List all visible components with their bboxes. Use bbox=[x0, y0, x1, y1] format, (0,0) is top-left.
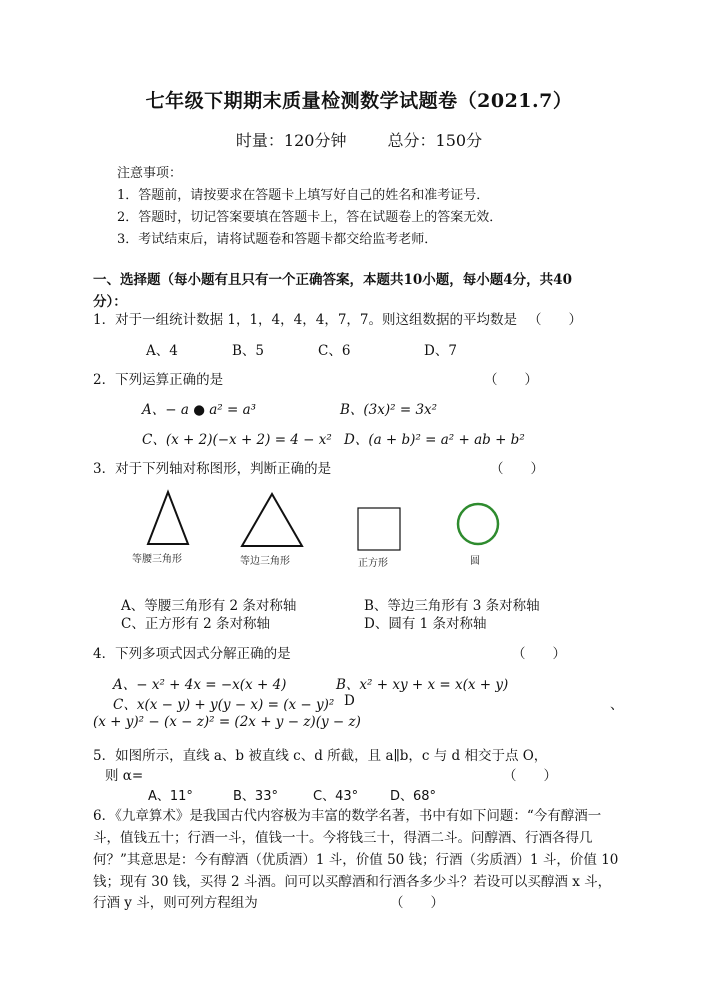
q4-option-d-separator: 、 bbox=[610, 697, 624, 713]
q2-option-b: B、(3x)² = 3x² bbox=[340, 402, 438, 418]
q5-option-a: A、11° bbox=[148, 789, 193, 804]
q5-stem-cont: 则 α= bbox=[105, 768, 144, 784]
q6-line: 斗，值钱五十；行酒一斗，值钱一十。今将钱三十，得酒二斗。问醇酒、行酒各得几 bbox=[93, 830, 593, 846]
q6-line: 6．《九章算术》是我国古代内容极为丰富的数学名著，书中有如下问题：“今有醇酒一 bbox=[93, 808, 602, 824]
q1-stem: 1．对于一组统计数据 1，1，4，4，4，7，7。则这组数据的平均数是 bbox=[93, 312, 518, 328]
notice-item: 3．考试结束后，请将试题卷和答题卡都交给监考老师． bbox=[117, 232, 438, 247]
q3-option-c: C、正方形有 2 条对称轴 bbox=[121, 616, 271, 632]
q4-option-b: B、x² + xy + x = x(x + y) bbox=[336, 677, 509, 693]
time-limit: 时量：120分钟 bbox=[235, 131, 347, 150]
exam-info bbox=[0, 128, 718, 151]
q3-option-a: A、等腰三角形有 2 条对称轴 bbox=[121, 598, 297, 614]
q5-option-d: D、68° bbox=[390, 789, 437, 804]
q6-line: 行酒 y 斗，则可列方程组为 bbox=[93, 895, 258, 911]
notice-item: 2．答题时，切记答案要填在答题卡上，答在试题卷上的答案无效． bbox=[117, 210, 503, 225]
q6-line: 钱；现有 30 钱，买得 2 斗酒。问可以买醇酒和行酒各多少斗？若设可以买醇酒 x 斗， bbox=[93, 874, 612, 890]
isosceles-triangle bbox=[148, 492, 188, 544]
q3-stem: 3．对于下列轴对称图形，判断正确的是 bbox=[93, 461, 332, 477]
square bbox=[358, 508, 400, 550]
section-heading: 一、选择题（每小题有且只有一个正确答案，本题共10小题，每小题4分，共40 bbox=[93, 272, 572, 288]
notice-item: 1．答题前，请按要求在答题卡上填写好自己的姓名和准考证号． bbox=[117, 188, 490, 203]
q5-option-c: C、43° bbox=[313, 789, 359, 804]
section-heading-cont: 分）： bbox=[93, 294, 127, 310]
q5-stem: 5．如图所示，直线 a、b 被直线 c、d 所截，且 a∥b，c 与 d 相交于点 O， bbox=[93, 748, 548, 764]
q2-option-c: C、(x + 2)(−x + 2) = 4 − x² bbox=[142, 432, 332, 448]
q6-answer-paren: （ ） bbox=[390, 895, 444, 911]
page-title: 七年级下期期末质量检测数学试题卷（2021.7） bbox=[145, 90, 573, 112]
q3-answer-paren: （ ） bbox=[490, 461, 544, 477]
q5-option-b: B、33° bbox=[233, 789, 278, 804]
q1-option-c: C、6 bbox=[318, 343, 351, 359]
notice-heading: 注意事项： bbox=[117, 166, 183, 181]
q4-option-c: C、x(x − y) + y(y − x) = (x − y)² bbox=[113, 697, 335, 713]
q4-answer-paren: （ ） bbox=[512, 646, 566, 662]
q2-option-a: A、− a ● a² = a³ bbox=[142, 402, 257, 418]
q2-answer-paren: （ ） bbox=[484, 372, 538, 388]
q1-answer-paren: （ ） bbox=[528, 312, 582, 328]
q1-option-b: B、5 bbox=[232, 343, 265, 359]
q6-line: 何？”其意思是：今有醇酒（优质酒）1 斗，价值 50 钱；行酒（劣质酒）1 斗，价值 10 bbox=[93, 852, 619, 868]
shape-label: 等边三角形 bbox=[240, 556, 290, 567]
q4-option-d: (x + y)² − (x − z)² = (2x + y − z)(y − z) bbox=[93, 714, 361, 730]
q3-option-b: B、等边三角形有 3 条对称轴 bbox=[364, 598, 540, 614]
q3-option-d: D、圆有 1 条对称轴 bbox=[364, 616, 487, 632]
shape-label: 圆 bbox=[470, 556, 480, 567]
circle-shape bbox=[458, 504, 498, 544]
total-score: 总分：150分 bbox=[387, 131, 483, 150]
q1-option-d: D、7 bbox=[424, 343, 457, 359]
q2-option-d: D、(a + b)² = a² + ab + b² bbox=[344, 432, 525, 448]
q4-stem: 4．下列多项式因式分解正确的是 bbox=[93, 646, 291, 662]
shape-label: 等腰三角形 bbox=[132, 554, 182, 565]
shape-label: 正方形 bbox=[358, 558, 388, 569]
q4-option-d-label: D bbox=[344, 693, 355, 709]
q2-stem: 2．下列运算正确的是 bbox=[93, 372, 224, 388]
equilateral-triangle bbox=[242, 494, 302, 546]
q5-answer-paren: （ ） bbox=[503, 768, 557, 784]
q1-option-a: A、4 bbox=[146, 343, 178, 359]
q4-option-a: A、− x² + 4x = −x(x + 4) bbox=[113, 677, 287, 693]
q3-figures bbox=[120, 486, 520, 576]
